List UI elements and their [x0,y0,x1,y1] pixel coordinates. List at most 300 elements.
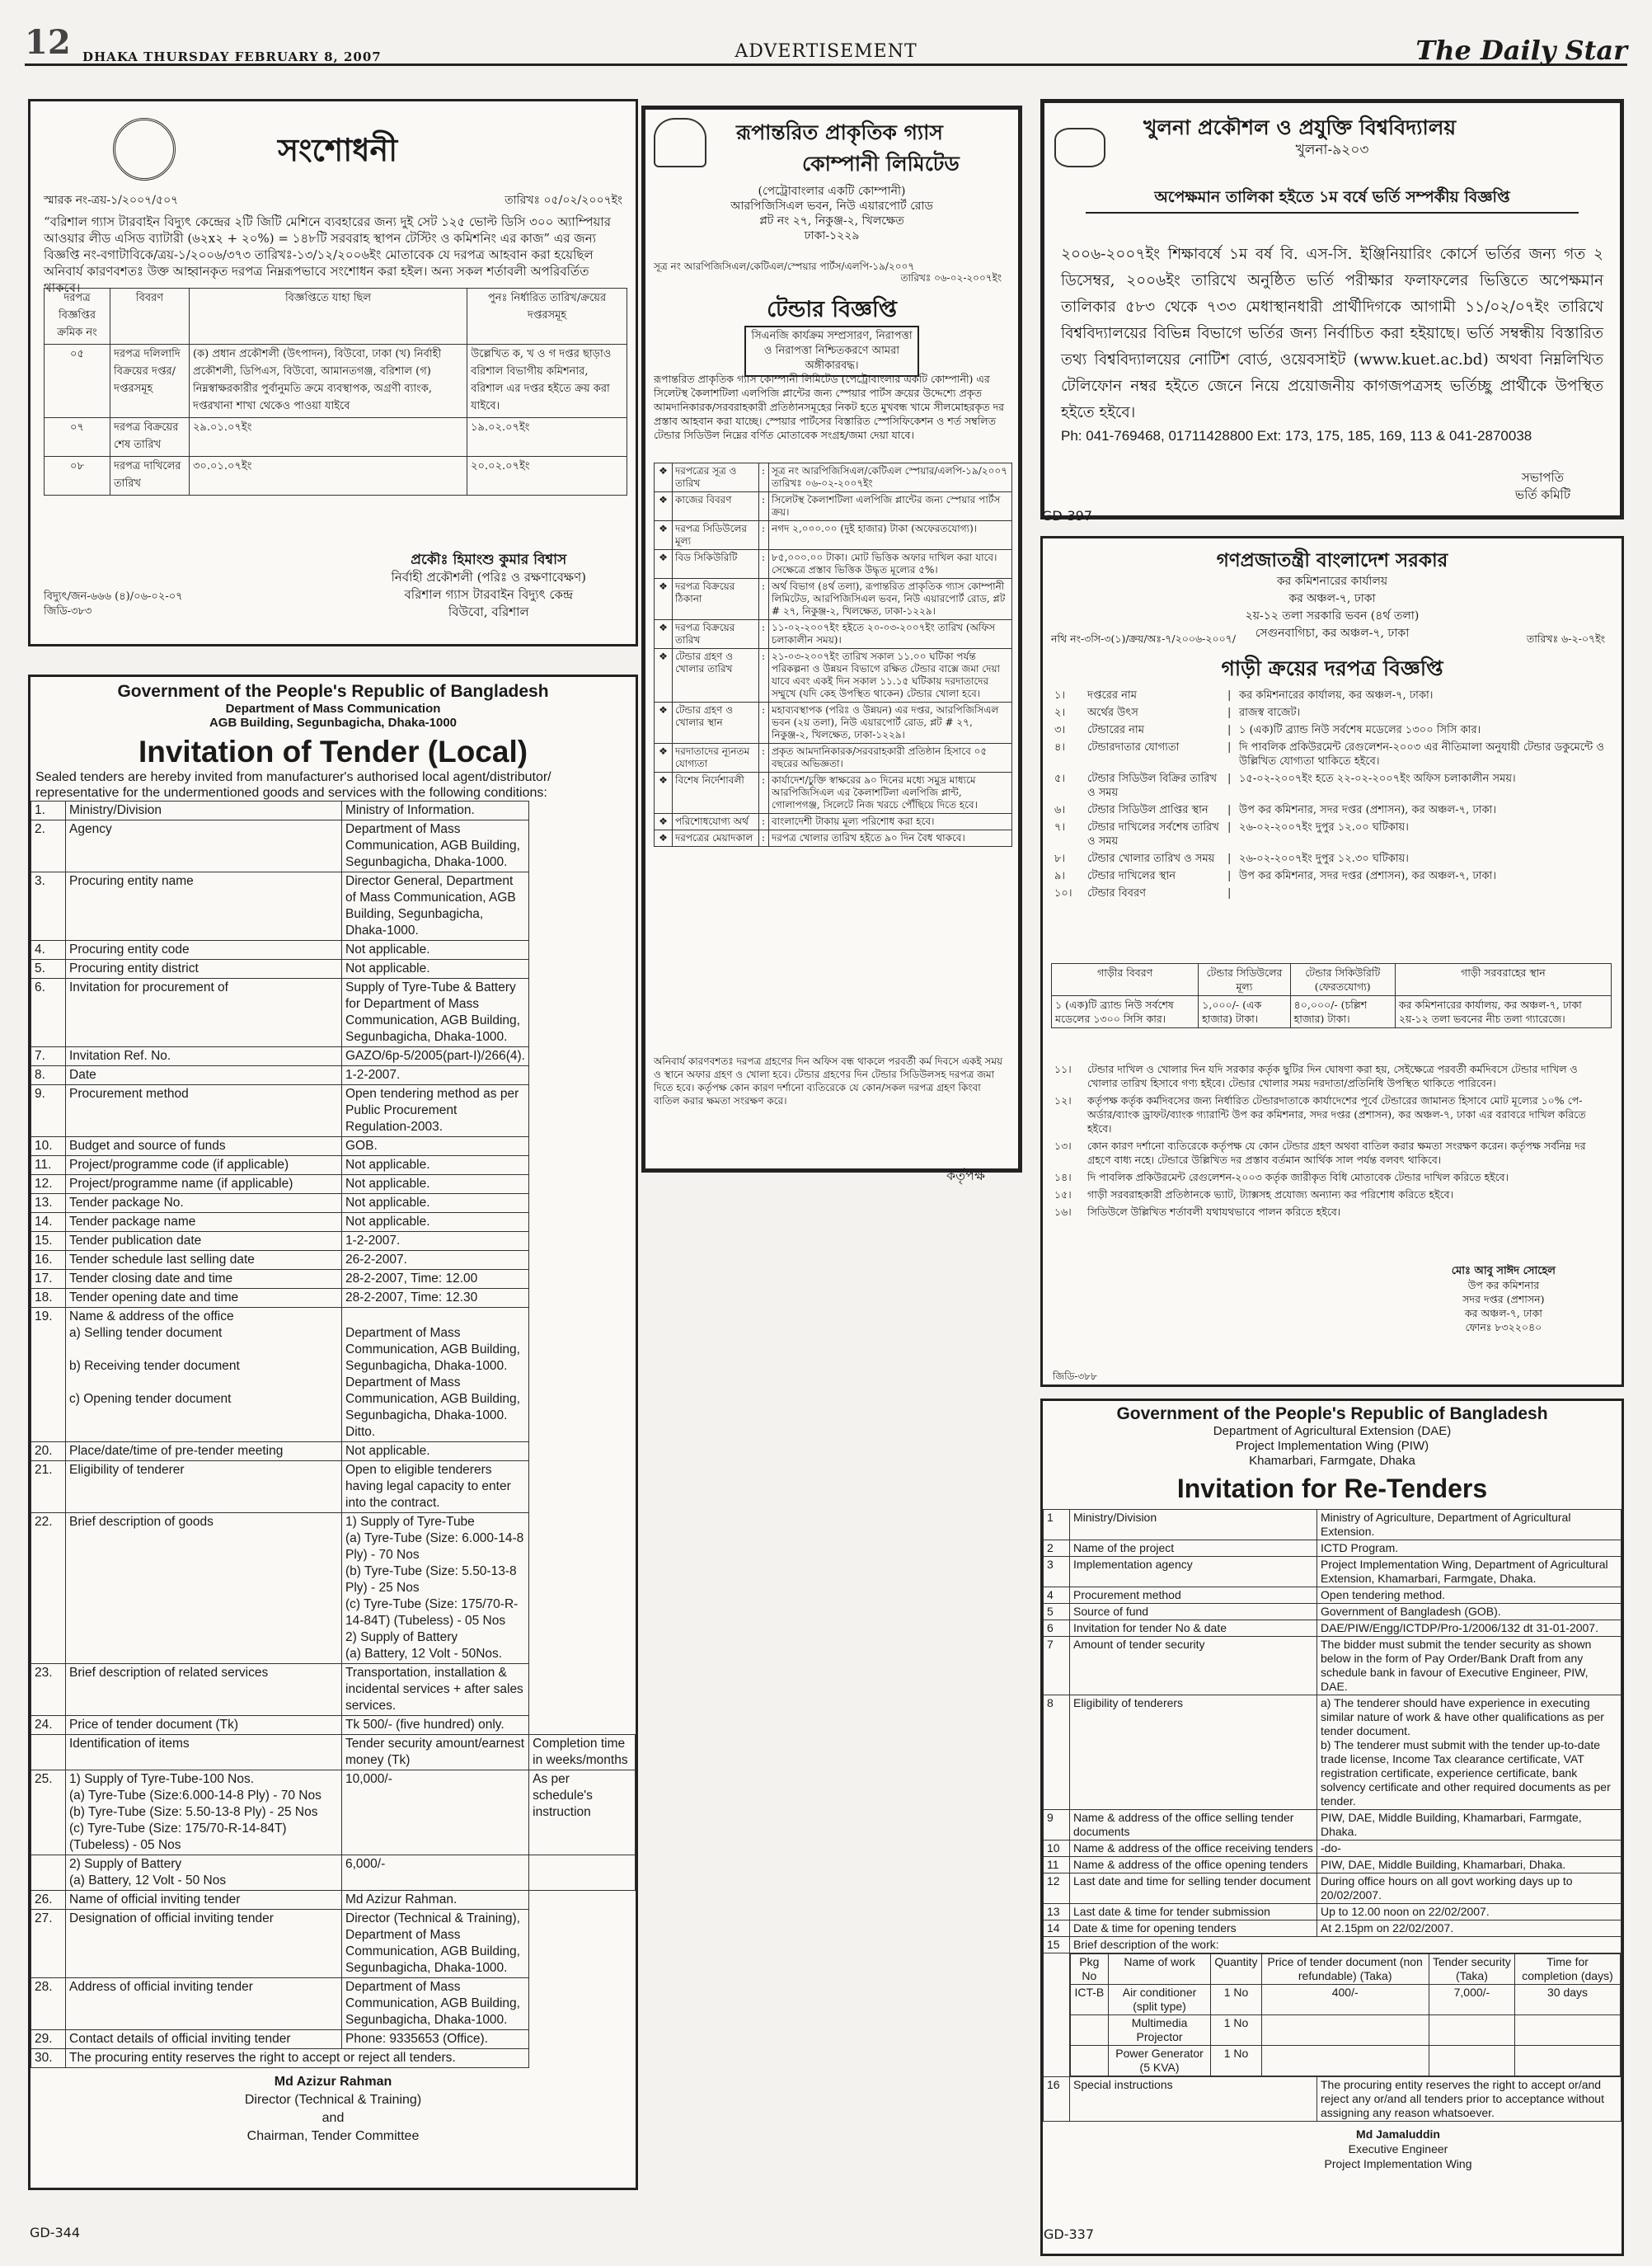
wing-name: Project Implementation Wing (PIW) [1235,1439,1429,1453]
row-number: 12. [31,1175,66,1194]
row-number: 5. [31,960,66,979]
row-number: 19. [31,1308,66,1442]
row-label: বিড সিকিউরিটি [673,550,759,579]
row-number: 26. [31,1891,66,1910]
row-label: Last date and time for selling tender document [1070,1873,1317,1904]
table-row [31,2030,636,2049]
row-label: দরপত্রের সূত্র ও তারিখ [673,463,759,492]
row-number: 12 [1044,1873,1070,1904]
row-number: 8 [1044,1695,1070,1810]
row-number: 8. [31,1066,66,1085]
row-value: প্রকৃত আমদানিকারক/সরবরাহকারী প্রতিষ্ঠান হিসাবে ০৫ বছরের অভিজ্ঞতা। [769,744,1012,773]
signatory-name: প্রকৌঃ হিমাংশু কুমার বিশ্বাস [411,552,567,568]
row-number: 5 [1044,1604,1070,1620]
row-number: 14 [1044,1920,1070,1937]
row-value: সিলেটস্থ কৈলাশটিলা এলপিজি প্লান্টের জন্য স্পেয়ার পার্টস ক্রয়। [769,492,1012,521]
table-cell: 2) Supply of Battery (a) Battery, 12 Volt - 50 Nos [66,1855,342,1891]
table-row [655,773,1012,814]
table-cell: Power Generator (5 KVA) [1108,2046,1211,2076]
notice-date: তারিখঃ ০৫/০২/২০০৭ইং [505,194,622,207]
tender-intro: Sealed tenders are hereby invited from manufacturer's authorised local agent/distributor/ representative for the undermentioned goods and services with the following conditions: [35,770,551,800]
reference-line [44,190,622,210]
row-number: 9 [1044,1810,1070,1841]
table-cell: 400/- [1261,1985,1429,2015]
condition-row [1051,1168,1612,1186]
notice-title: অপেক্ষমান তালিকা হইতে ১ম বর্ষে ভর্তি সম্পর্কীয় বিজ্ঞপ্তি [1086,186,1579,214]
row-value: 28-2-2007, Time: 12.30 [342,1289,529,1308]
signatory-title: নির্বাহী প্রকৌশলী (পরিঃ ও রক্ষণাবেক্ষণ) [391,570,586,585]
tender-conditions-table [31,801,636,2068]
row-number: ১১। [1054,1063,1072,1075]
row-value: GOB. [342,1137,529,1156]
blank-cell [31,1735,66,1770]
colon-separator: : [759,814,769,830]
table-cell: Air conditioner (split type) [1108,1985,1211,2015]
table-cell: 1) Supply of Tyre-Tube-100 Nos. (a) Tyre-Tube (Size:6.000-14-8 Ply) - 70 Nos (b) Tyre-Tube (Size: 5.50-13-8 Ply) - 25 Nos (c) Tyre-Tube (Size: 175/70-R-14-84T) (Tubeless) - 05 Nos [66,1770,342,1855]
row-label: The procuring entity reserves the right to accept or reject all tenders. [66,2049,529,2068]
signatory-title: Executive Engineer [1348,2142,1448,2156]
row-value: ২৬-০২-২০০৭ইং দুপুর ১২.০০ ঘটিকায়। [1239,821,1409,834]
table-row [31,1175,636,1194]
row-number: 7 [1044,1637,1070,1695]
table-row [31,2049,636,2068]
row-number: 15 [1044,1937,1070,1953]
row-number: 1 [1044,1510,1070,1540]
row-label: টেন্ডারের নাম [1087,724,1144,736]
row-number: 24. [31,1716,66,1735]
colon-separator: : [759,703,769,744]
row-label: Procurement method [1070,1587,1317,1604]
row-label: Tender closing date and time [66,1270,342,1289]
bullet-icon: ❖ [655,620,673,649]
column-header: বিবরণ [110,289,190,345]
row-value: Ministry of Agriculture, Department of Agricultural Extension. [1317,1510,1621,1540]
work-header-row [1071,1954,1621,1985]
row-value: 1) Supply of Tyre-Tube (a) Tyre-Tube (Size: 6.000-14-8 Ply) - 70 Nos (b) Tyre-Tube (Size: 5.50-13-8 Ply) - 25 Nos (c) Tyre-Tube (Size: 175/70-R-14-84T) (Tubeless) - 05 Nos 2) Supply of Battery (a) Battery, 12 Volt - 50Nos. [342,1513,529,1664]
bullet-icon: ❖ [655,579,673,620]
kuet-admission-ad [1040,99,1624,519]
row-label: Brief description of related services [66,1664,342,1716]
row-value: Department of Mass Communication, AGB Building, Segunbagicha, Dhaka-1000. Department of Mass Communication, AGB Building, Segunbagicha, Dhaka-1000. Ditto. [342,1308,529,1442]
row-number: ২। [1054,707,1066,719]
signature-block [392,552,586,621]
table-row [31,1251,636,1270]
row-number: 20. [31,1442,66,1461]
row-label: দরপত্র বিক্রয়ের ঠিকানা [673,579,759,620]
row-value: GAZO/6p-5/2005(part-I)/266(4). [342,1047,529,1066]
table-cell: ০৮ [45,457,110,496]
row-label: Eligibility of tenderer [66,1461,342,1513]
row-number: ৬। [1054,804,1066,816]
row-label: দরপত্র সিডিউলের মূল্য [673,521,759,550]
table-row [31,1137,636,1156]
row-value: Open to eligible tenderers having legal capacity to enter into the contract. [342,1461,529,1513]
slogan-box: সিএনজি কার্যক্রম সম্প্রসারণ, নিরাপত্তা ও নিরাপত্তা নিশ্চিতকরণে আমরা অঙ্গীকারবদ্ধ। [744,326,919,377]
row-number: 13. [31,1194,66,1213]
table-cell: 6,000/- [342,1855,529,1891]
table-row [1044,1587,1621,1604]
condition-text: টেন্ডার দাখিল ও খোলার দিন যদি সরকার কর্তৃক ছুটির দিন ঘোষণা করা হয়, সেইক্ষেত্রে পরবর্তী কর্মদিবসে টেন্ডার দাখিল ও খোলার তারিখ হিসাবে গণ্য হইবে। টেন্ডার খোলার সময় দরদাতা/প্রতিনিধি উপস্থিত থাকিতে পারিবেন। [1087,1063,1578,1089]
table-row [655,550,1012,579]
table-cell [1261,2015,1429,2046]
bullet-icon: ❖ [655,492,673,521]
table-cell: ০৭ [45,418,110,457]
row-value: উপ কর কমিশনার, সদর দপ্তর (প্রশাসন), কর অঞ্চল-৭, ঢাকা। [1239,870,1496,882]
table-row [1044,1920,1621,1937]
row-number: ১৪। [1054,1171,1072,1183]
table-row [1044,2077,1621,2122]
goods-row [1052,996,1612,1028]
colon-separator: : [759,830,769,847]
issue-date: DHAKA THURSDAY FEBRUARY 8, 2007 [82,49,382,64]
office-lines: কর কমিশনারের কার্যালয় কর অঞ্চল-৭, ঢাকা ২য়-১২ তলা সরকারি ভবন (৪র্থ তলা) সেগুনবাগিচা, কর অঞ্চল-৭, ঢাকা [1245,575,1420,640]
row-value: Ministry of Information. [342,802,529,820]
row-value: মহাব্যবস্থাপক (পরিঃ ও উন্নয়ন) এর দপ্তর, আরপিজিসিএল ভবন (২য় তলা), নিউ এয়ারপোর্ট রোড, প্লট # ২৭, নিকুঞ্জ-২, খিলক্ষেত, ঢাকা-১২২৯। [769,703,1012,744]
bullet-icon: ❖ [655,550,673,579]
row-value: 1-2-2007. [342,1066,529,1085]
row-value: PIW, DAE, Middle Building, Khamarbari, Dhaka. [1317,1857,1621,1873]
column-header: Price of tender document (non refundable) (Taka) [1261,1954,1429,1985]
re-tender-ad [1040,1399,1624,2256]
row-number: 7. [31,1047,66,1066]
work-row [1071,2015,1621,2046]
row-value: Not applicable. [342,941,529,960]
rpgcl-tender-ad [641,106,1022,1183]
bullet-icon: ❖ [655,463,673,492]
row-value: Not applicable. [342,1213,529,1232]
separator: | [1227,741,1232,754]
item-row [31,1855,636,1891]
table-row [31,1891,636,1910]
row-value: দরপত্র খোলার তারিখ হইতে ৯০ দিন বৈধ থাকবে। [769,830,1012,847]
row-number: 2 [1044,1540,1070,1557]
table-row [1051,819,1612,850]
row-value: DAE/PIW/Engg/ICTDP/Pro-1/2006/132 dt 31-01-2007. [1317,1620,1621,1637]
row-number: ৮। [1054,853,1066,865]
row-value: Tk 500/- (five hundred) only. [342,1716,529,1735]
amendment-table [44,288,627,496]
column-header: টেন্ডার সিকিউরিটি (ফেরতযোগ্য) [1290,964,1395,996]
table-row [31,1270,636,1289]
tender-local-ad [28,675,638,2190]
company-sub: (পেট্রোবাংলার একটি কোম্পানী) আরপিজিসিএল ভবন, নিউ এয়ারপোর্ট রোড প্লট নং ২৭, নিকুঞ্জ-২, খিলক্ষেত ঢাকা-১২২৯ [730,185,933,242]
row-label: Place/date/time of pre-tender meeting [66,1442,342,1461]
column-header: Pkg No [1071,1954,1109,1985]
row-value: -do- [1317,1841,1621,1857]
table-cell: ICT-B [1071,1985,1109,2015]
ad-title: গাড়ী ক্রয়ের দরপত্র বিজ্ঞপ্তি [1221,656,1443,680]
table-row [31,1461,636,1513]
row-label: টেন্ডার সিডিউল বিক্রির তারিখ ও সময় [1087,773,1218,799]
row-value: Phone: 9335653 (Office). [342,2030,529,2049]
column-header: গাড়ী সরবরাহের স্থান [1395,964,1611,996]
table-cell: (ক) প্রধান প্রকৌশলী (উৎপাদন), বিউবো, ঢাকা (খ) নির্বাহী প্রকৌশলী, ডিপিএস, বিউবো, আমানতগঞ্জ, বরিশাল (গ) নিম্নস্বাক্ষরকারীর পুর্বানুমতি ক্রমে ব্যবস্থাপক, অগ্রণী ব্যাংক, দপ্তরখানা শাখা থেকেও পাওয়া যাইবে [189,345,467,418]
university-name: খুলনা প্রকৌশল ও প্রযুক্তি বিশ্ববিদ্যালয় [1143,115,1457,139]
row-label: টেন্ডার দাখিলের সর্বশেষ তারিখ ও সময় [1087,821,1219,848]
table-row [31,802,636,820]
table-cell [1071,2046,1109,2076]
condition-text: গাড়ী সরবরাহকারী প্রতিষ্ঠানকে ভ্যাট, ট্যাক্সসহ প্রযোজ্য অন্যান্য কর পরিশোধ করিতে হইবে। [1087,1188,1454,1201]
signature-block [1452,1264,1556,1334]
table-row [31,1213,636,1232]
column-header: গাড়ীর বিবরণ [1052,964,1199,996]
table-cell: উল্লেখিত ক, খ ও গ দপ্তর ছাড়াও বরিশাল বিভাগীয় কমিশনার, বরিশাল এর দপ্তর হইতে ক্রয় করা যাইবে। [467,345,627,418]
condition-row [1051,1092,1612,1137]
signatory-wing: Project Implementation Wing [1324,2157,1472,2170]
table-row [1051,850,1612,867]
bullet-icon: ❖ [655,744,673,773]
colon-separator: : [759,463,769,492]
colon-separator: : [759,550,769,579]
column-header: Name of work [1108,1954,1211,1985]
row-label: দরপত্রের মেয়াদকাল [673,830,759,847]
company-name-line2: কোম্পানী লিমিটেড [802,152,960,176]
column-header: বিজ্ঞপ্তিতে যাহা ছিল [189,289,467,345]
signatory-lines: উপ কর কমিশনার সদর দপ্তর (প্রশাসন) কর অঞ্চল-৭, ঢাকা ফোনঃ ৮৩২২০৪০ [1462,1279,1545,1333]
row-number: 6. [31,979,66,1047]
row-value: Not applicable. [342,1175,529,1194]
table-cell [1071,2015,1109,2046]
row-number: ১৩। [1054,1140,1072,1152]
row-label: Project/programme code (if applicable) [66,1156,342,1175]
row-number: ১৫। [1054,1188,1072,1201]
goods-header-row [1052,964,1612,996]
signatory-place: বিউবো, বরিশাল [448,604,529,619]
table-row [31,1664,636,1716]
table-cell [1429,2046,1514,2076]
colon-separator: : [759,620,769,649]
table-row [31,1085,636,1137]
condition-text: দি পাবলিক প্রকিউরমেন্ট রেগুলেশন-২০০৩ কর্তৃক জারীকৃত বিধি মোতাবেক টেন্ডার দাখিল করিতে হইবে। [1087,1171,1509,1183]
row-number: ৩। [1054,724,1066,736]
reference-number: সূত্র নং আরপিজিসিএল/কেটিএল/স্পেয়ার পার্টস/এলপি-১৯/২০০৭ [654,261,915,272]
row-value: বাংলাদেশী টাকায় মূল্য পরিশোধ করা হবে। [769,814,1012,830]
memo-codes [44,590,183,619]
row-value: ৮৫,০০০.০০ টাকা। মোট ভিত্তিক অফার দাখিল করা যাবে। সেক্ষেত্রে প্রস্তাব ভিত্তিক উদ্ধৃত মূল্যের ৫%। [769,550,1012,579]
column-header: Tender security amount/earnest money (Tk) [342,1735,529,1770]
row-label: Last date & time for tender submission [1070,1904,1317,1920]
row-number: 3. [31,872,66,941]
row-label: Name of official inviting tender [66,1891,342,1910]
row-label: Price of tender document (Tk) [66,1716,342,1735]
signatory-title: Director (Technical & Training) [244,2093,422,2107]
column-header: Time for completion (days) [1515,1954,1621,1985]
table-row [31,872,636,941]
column-header: Quantity [1211,1954,1261,1985]
row-label: Name & address of the office receiving tenders [1070,1841,1317,1857]
condition-row [1051,1137,1612,1168]
colon-separator: : [759,773,769,814]
table-row [655,649,1012,703]
table-row [31,1978,636,2030]
tender-info-table [1051,687,1612,902]
gd-code: জিডি-৩৮৮ [1053,1370,1097,1382]
row-label: Budget and source of funds [66,1137,342,1156]
row-number: ৯। [1054,870,1066,882]
table-row [1044,1604,1621,1620]
table-cell: ০৫ [45,345,110,418]
table-row [31,1513,636,1664]
page-number: 12 [25,23,71,62]
separator: | [1227,821,1232,834]
row-label: কাজের বিবরণ [673,492,759,521]
table-row [31,1194,636,1213]
company-name-line1: রূপান্তরিত প্রাকৃতিক গ্যাস [736,120,943,144]
row-number: ৭। [1054,821,1066,834]
row-number: 16. [31,1251,66,1270]
row-label: টেন্ডার গ্রহণ ও খোলার তারিখ [673,649,759,703]
column-header: Completion time in weeks/months [529,1735,636,1770]
separator: | [1227,870,1232,882]
condition-row [1051,1203,1612,1220]
row-label: Name & address of the office opening tenders [1070,1857,1317,1873]
row-value: উপ কর কমিশনার, সদর দপ্তর (প্রশাসন), কর অঞ্চল-৭, ঢাকা। [1239,804,1496,816]
table-row [1044,1557,1621,1587]
bullet-icon: ❖ [655,814,673,830]
row-number: 11. [31,1156,66,1175]
row-label: Procuring entity code [66,941,342,960]
row-value: Not applicable. [342,1156,529,1175]
column-header: Tender security (Taka) [1429,1954,1514,1985]
row-number: ১০। [1054,887,1072,900]
ad-title: টেন্ডার বিজ্ঞপ্তি [767,297,897,322]
row-value: 28-2-2007, Time: 12.00 [342,1270,529,1289]
table-cell: কর কমিশনারের কার্যালয়, কর অঞ্চল-৭, ঢাকা ২য়-১২ তলা ভবনের নীচ তলা গ্যারেজে। [1395,996,1611,1028]
row-value: Project Implementation Wing, Department of Agricultural Extension, Khamarbari, Farmgate, Dhaka. [1317,1557,1621,1587]
table-row [1051,687,1612,704]
table-row [31,1156,636,1175]
table-row [655,521,1012,550]
table-cell: 7,000/- [1429,1985,1514,2015]
column-header: টেন্ডার সিডিউলের মূল্য [1199,964,1290,996]
gd-code: GD-397 [1042,508,1093,524]
row-label: পরিশোধযোগ্য অর্থ [673,814,759,830]
row-label: Brief description of the work: [1070,1937,1621,1953]
row-value: অর্থ বিভাগ (৪র্থ তলা), রূপান্তরিত প্রাকৃতিক গ্যাস কোম্পানী লিমিটেড, আরপিজিসিএল ভবন, নিউ এয়ারপোর্ট রোড, প্লট # ২৭, নিকুঞ্জ-২, খিলক্ষেত, ঢাকা-১২২৯। [769,579,1012,620]
condition-row [1051,1186,1612,1203]
row-label: দপ্তরের নাম [1087,689,1137,702]
row-label: Tender package name [66,1213,342,1232]
table-cell: ১ (এক)টি ব্র্যান্ড নিউ সর্বশেষ মডেলের ১৩০০ সিসি কার। [1052,996,1199,1028]
row-value: Director (Technical & Training), Department of Mass Communication, AGB Building, Segunbagicha, Dhaka-1000. [342,1910,529,1978]
table-row [1044,1873,1621,1904]
notice-body: “বরিশাল গ্যাস টারবাইন বিদ্যুৎ কেন্দ্রের ২টি জিটি মেশিনে ব্যবহারের জন্য দুই সেট ১২৫ ভোল্ট ডিসি ৩০০ অ্যাম্পিয়ার আওয়ার লীড এসিড ব্যাটারী (৬২x২ + ২০%) = ১৪৮টি সরবরাহ স্থাপন টেস্টিং ও কমিশনিং এর কাজ” এর জন্য বিজ্ঞপ্তি নং-বগাটাবিকে/ত্রয়-১/২০০৬/৩৭৩ তারিখঃ-১৩/১২/২০০৬ইং মোতাবেক যে দরপত্র আহবান করা হয়েছিল অনিবার্য কারণবশতঃ উক্ত আহ্বানকৃত দরপত্র নিম্নরূপভাবে সংশোধন করা হইল। অন্য সকল শর্তাবলী অপরিবর্তিত থাকবে। [44,214,611,295]
row-value: Director General, Department of Mass Communication, AGB Building, Segunbagicha, Dhaka-1000. [342,872,529,941]
table-row [655,703,1012,744]
row-number: 22. [31,1513,66,1664]
row-value: রাজস্ব বাজেট। [1239,707,1301,719]
table-row [1044,1540,1621,1557]
signatory-org: বরিশাল গ্যাস টারবাইন বিদ্যুৎ কেন্দ্র [404,587,574,602]
row-number: 9. [31,1085,66,1137]
row-value [1236,885,1612,902]
table-cell: 1 No [1211,2015,1261,2046]
table-cell: দরপত্র দলিলাদি বিক্রয়ের দপ্তর/দপ্তরসমূহ [110,345,190,418]
row-label: Name & address of the office selling tender documents [1070,1810,1317,1841]
row-number: 10 [1044,1841,1070,1857]
table-row [1044,1810,1621,1841]
table-row [45,418,627,457]
row-number: 4. [31,941,66,960]
row-number: 16 [1044,2077,1070,2122]
row-value: The procuring entity reserves the right to accept or/and reject any or/and all tenders prior to acceptance without assigning any reason whatsoever. [1317,2077,1621,2122]
row-label: Source of fund [1070,1604,1317,1620]
table-cell: ২০.০২.০৭ইং [467,457,627,496]
separator: | [1227,887,1232,900]
table-row [1051,704,1612,722]
table-cell: দরপত্র দাখিলের তারিখ [110,457,190,496]
table-row [31,1910,636,1978]
signature-block [31,2073,636,2146]
items-header-row [31,1735,636,1770]
row-number: ৪। [1054,741,1066,754]
table-row [655,744,1012,773]
colon-separator: : [759,521,769,550]
row-label: Tender publication date [66,1232,342,1251]
section-title: ADVERTISEMENT [734,41,918,62]
table-row [1044,1620,1621,1637]
table-row [1051,802,1612,819]
column-header: Identification of items [66,1735,342,1770]
separator: | [1227,724,1232,736]
row-number: ১২। [1054,1094,1072,1107]
separator: | [1227,853,1232,865]
work-table-row [1044,1953,1621,2077]
bullet-icon: ❖ [655,773,673,814]
row-value: a) The tenderer should have experience in executing similar nature of work & have other qualifications as per tender document. b) The tenderer must submit with the tender up-to-date trade license, Income Tax clearance certificate, VAT registration certificate, experience certificate, bank solvency certificate and other required documents as per tender. [1317,1695,1621,1810]
row-label: Ministry/Division [1070,1510,1317,1540]
masthead [25,23,1627,66]
separator: | [1227,707,1232,719]
table-cell: ৩০.০১.০৭ইং [189,457,467,496]
row-label: Tender schedule last selling date [66,1251,342,1270]
row-label: টেন্ডার বিবরণ [1087,887,1146,900]
table-row [1044,1857,1621,1873]
signatory-name: Md Azizur Rahman [274,2075,392,2089]
gd-code: জিডি-৩৮৩ [44,605,92,618]
colon-separator: : [759,649,769,703]
row-value: Open tendering method. [1317,1587,1621,1604]
row-value: ICTD Program. [1317,1540,1621,1557]
govt-header: Government of the People's Republic of Bangladesh [117,682,549,701]
column-header: দরপত্র বিজ্ঞপ্তির ক্রমিক নং [45,289,110,345]
reference-number: নথি নং-৩সি-৩(১)/ক্রয়/অঃ-৭/২০০৬-২০০৭/ [1051,632,1237,645]
table-row [655,620,1012,649]
row-label: Tender package No. [66,1194,342,1213]
table-cell [1515,2046,1621,2076]
signatory-committee: ভর্তি কমিটি [1514,487,1570,502]
bullet-icon: ❖ [655,703,673,744]
row-label: দরদাতাদের ন্যূনতম যোগ্যতা [673,744,759,773]
govt-header: Government of the People's Republic of Bangladesh [1116,1404,1548,1423]
table-cell: ১৯.০২.০৭ইং [467,418,627,457]
table-row [1044,1904,1621,1920]
tender-details-table [654,463,1012,847]
table-row [1044,1841,1621,1857]
row-number: 2. [31,820,66,872]
row-label: Brief description of goods [66,1513,342,1664]
row-number: 10. [31,1137,66,1156]
table-cell: 30 days [1515,1985,1621,2015]
row-label: Date [66,1066,342,1085]
table-row [1051,722,1612,739]
row-value: সূত্র নং আরপিজিসিএল/কেটিএল স্পেয়ার/এলপি-১৯/২০০৭ তারিখঃ ০৬-০২-২০০৭ইং [769,463,1012,492]
row-value: ২১-০৩-২০০৭ইং তারিখ সকাল ১১.০০ ঘটিকা পর্যন্ত পরিকল্পনা ও উন্নয়ন বিভাগে রক্ষিত টেন্ডার বাক্সে জমা দেয়া যাবে এবং একই দিন সকাল ১১.১৫ ঘটিকায় দরদাতাদের সম্মুখে (যদি কেহ উপস্থিত থাকেন) টেন্ডার খোলা হবে। [769,649,1012,703]
table-row [655,579,1012,620]
row-value: কর কমিশনারের কার্যালয়, কর অঞ্চল-৭, ঢাকা। [1239,689,1434,702]
row-value: Not applicable. [342,1194,529,1213]
table-row [31,1232,636,1251]
